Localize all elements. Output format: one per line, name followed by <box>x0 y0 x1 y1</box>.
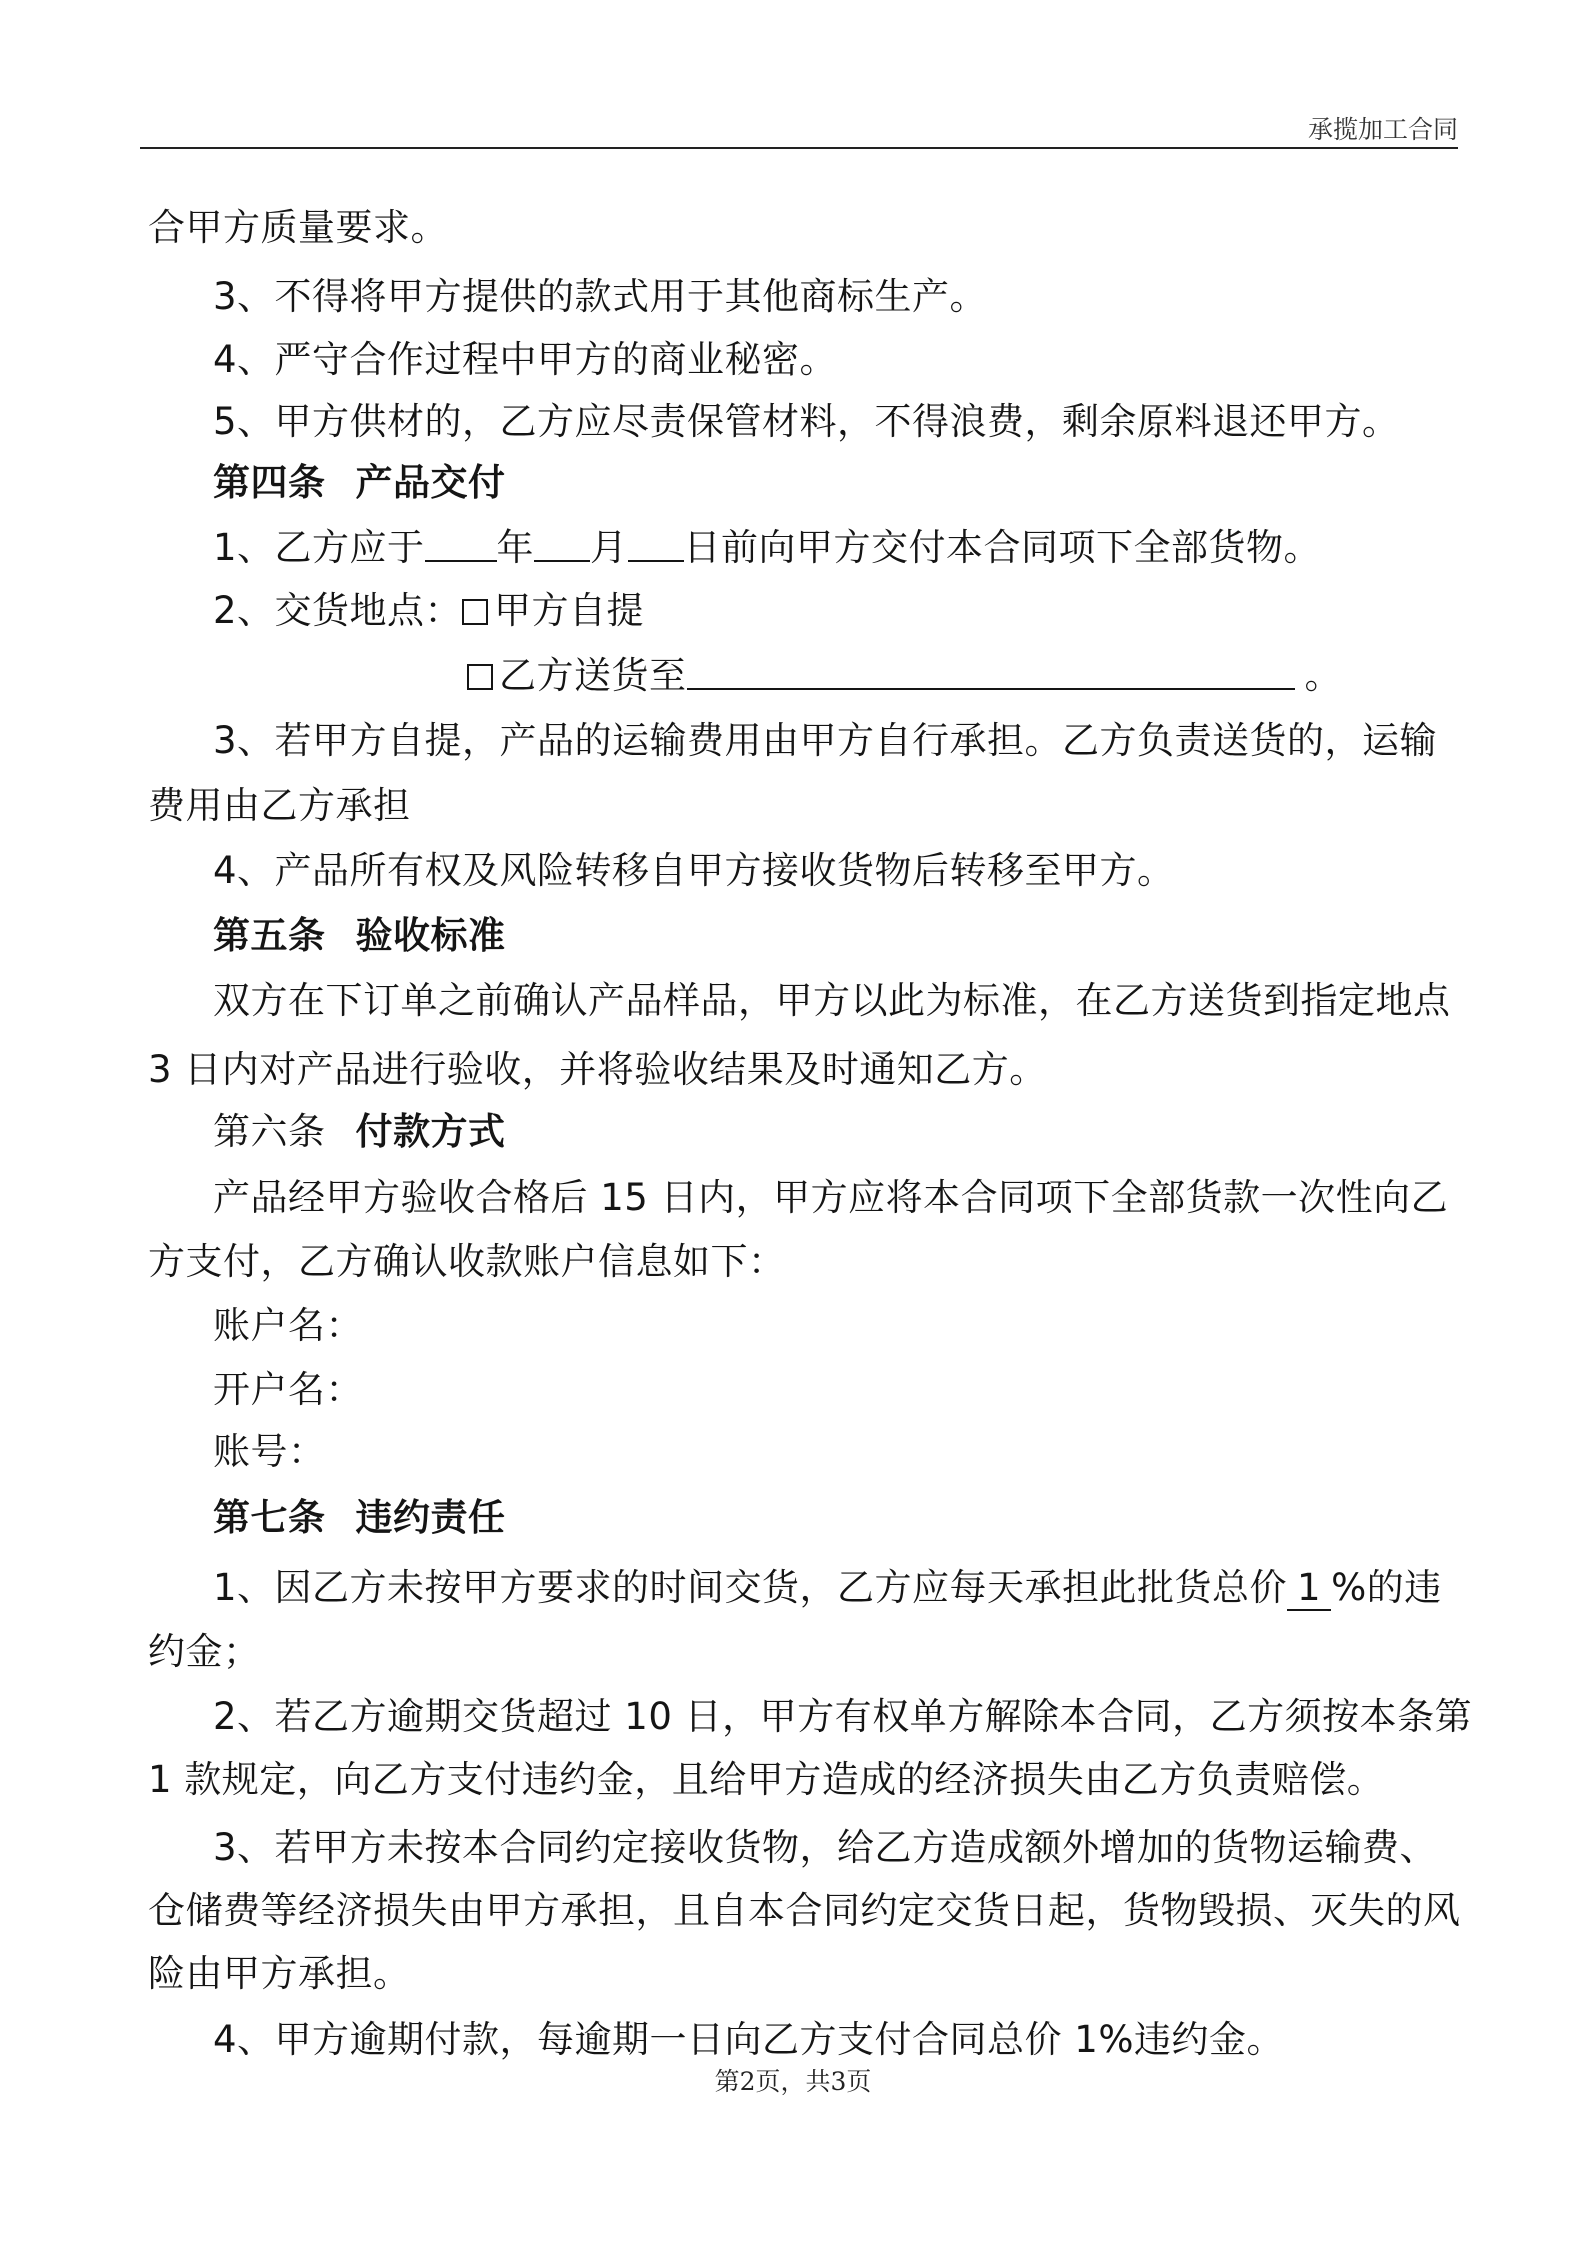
paragraph-line: 合甲方质量要求。 <box>148 206 448 249</box>
penalty-rate-line: 1、因乙方未按甲方要求的时间交货，乙方应每天承担此批货总价 1 %的违 <box>213 1566 1442 1609</box>
paragraph-line: 5、甲方供材的，乙方应尽责保管材料，不得浪费，剩余原料退还甲方。 <box>213 400 1400 443</box>
year-blank <box>425 524 497 562</box>
ship-checkbox[interactable] <box>467 664 493 690</box>
section-title: 违约责任 <box>355 1496 506 1539</box>
delivery-location-line: 2、交货地点： 甲方自提 <box>213 589 645 632</box>
section-number: 第七条 <box>213 1496 326 1539</box>
paragraph-line: 3 日内对产品进行验收，并将验收结果及时通知乙方。 <box>148 1048 1047 1091</box>
section-heading <box>213 1494 506 1542</box>
pickup-checkbox[interactable] <box>462 599 488 625</box>
page-number: 第2页，共3页 <box>714 2067 872 2096</box>
account-name-label: 账户名： <box>213 1304 363 1347</box>
paragraph-line: 4、产品所有权及风险转移自甲方接收货物后转移至甲方。 <box>213 849 1175 892</box>
paragraph-line: 双方在下订单之前确认产品样品，甲方以此为标准，在乙方送货到指定地点 <box>213 979 1451 1022</box>
paragraph-line: 4、甲方逾期付款，每逾期一日向乙方支付合同总价 1%违约金。 <box>213 2018 1284 2061</box>
address-blank <box>687 652 1295 690</box>
delivery-option-line: 乙方送货至 。 <box>467 652 1342 700</box>
month-blank <box>534 524 590 562</box>
account-number-label: 账号： <box>213 1430 326 1473</box>
section-heading <box>213 912 506 960</box>
penalty-rate-value: 1 <box>1287 1567 1331 1611</box>
section-number: 第五条 <box>213 914 326 957</box>
paragraph-line: 费用由乙方承担 <box>148 784 411 827</box>
paragraph-line: 仓储费等经济损失由甲方承担，且自本合同约定交货日起，货物毁损、灭失的风 <box>148 1889 1461 1932</box>
header-divider <box>140 147 1458 149</box>
paragraph-line: 4、严守合作过程中甲方的商业秘密。 <box>213 338 838 381</box>
section-title: 产品交付 <box>355 461 506 504</box>
section-number: 第四条 <box>213 461 326 504</box>
section-heading <box>213 1108 506 1156</box>
section-heading <box>213 459 506 507</box>
paragraph-line: 约金； <box>148 1630 261 1673</box>
delivery-date-line: 1、乙方应于 年 月 日前向甲方交付本合同项下全部货物。 <box>213 526 1322 569</box>
paragraph-line: 3、若甲方自提，产品的运输费用由甲方自行承担。乙方负责送货的，运输 <box>213 719 1438 762</box>
paragraph-line: 方支付，乙方确认收款账户信息如下： <box>148 1240 786 1283</box>
paragraph-line: 3、不得将甲方提供的款式用于其他商标生产。 <box>213 275 988 318</box>
paragraph-line: 2、若乙方逾期交货超过 10 日，甲方有权单方解除本合同，乙方须按本条第 <box>213 1695 1473 1738</box>
section-title: 付款方式 <box>355 1110 506 1153</box>
paragraph-line: 1 款规定，向乙方支付违约金，且给甲方造成的经济损失由乙方负责赔偿。 <box>148 1758 1385 1801</box>
bank-name-label: 开户名： <box>213 1368 363 1411</box>
section-number: 第六条 <box>213 1110 326 1153</box>
paragraph-line: 险由甲方承担。 <box>148 1952 411 1995</box>
day-blank <box>628 524 684 562</box>
paragraph-line: 3、若甲方未按本合同约定接收货物，给乙方造成额外增加的货物运输费、 <box>213 1826 1438 1869</box>
header-title: 承揽加工合同 <box>1307 115 1458 144</box>
section-title: 验收标准 <box>355 914 506 957</box>
paragraph-line: 产品经甲方验收合格后 15 日内，甲方应将本合同项下全部货款一次性向乙 <box>213 1176 1449 1219</box>
